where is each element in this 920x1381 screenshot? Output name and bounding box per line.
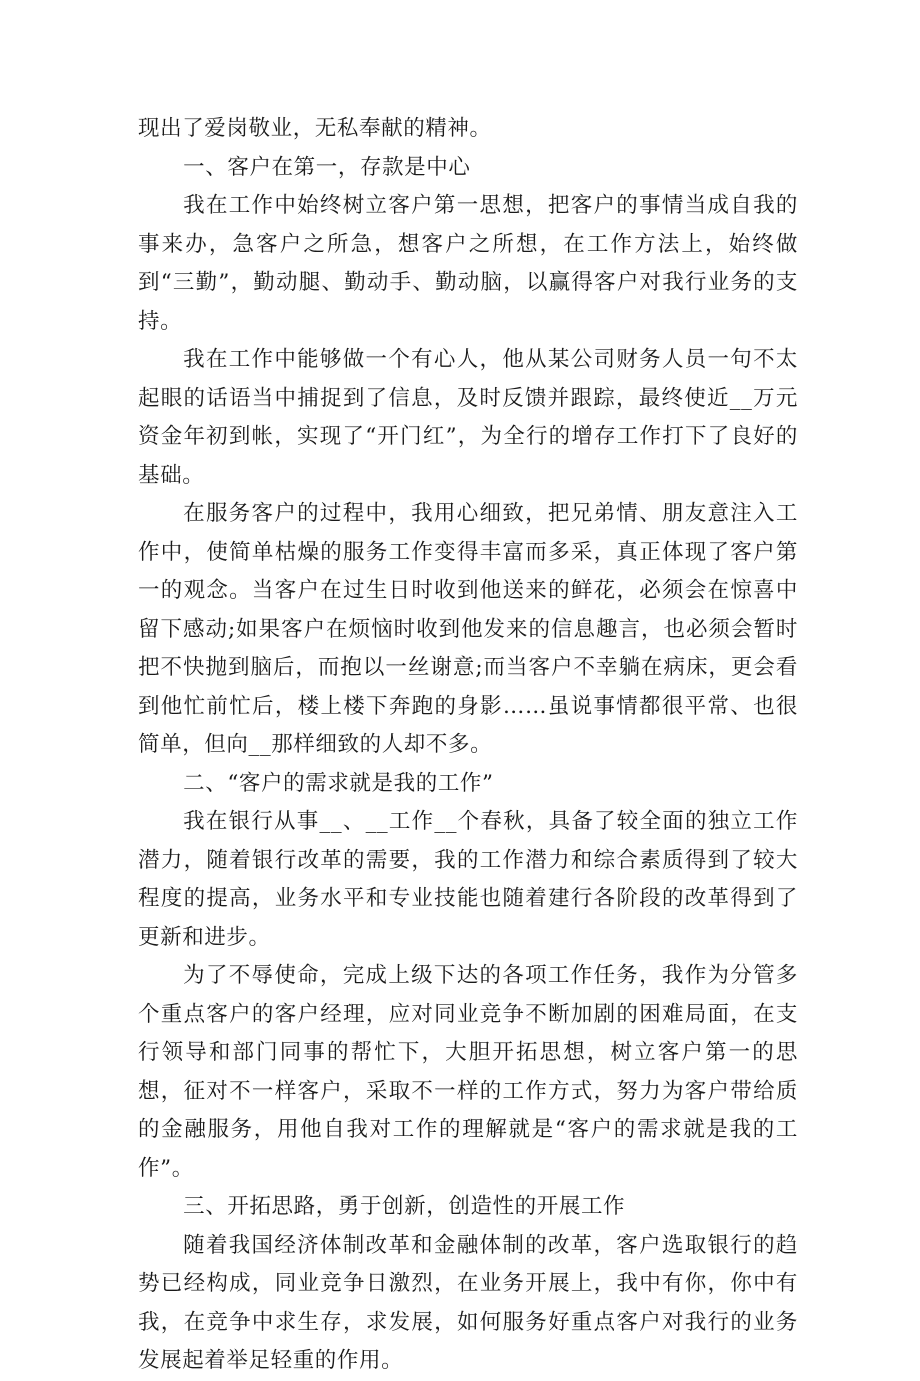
paragraph: 我在工作中始终树立客户第一思想，把客户的事情当成自我的事来办，急客户之所急，想客户之所想，在工作方法上，始终做到“三勤”，勤动腿、勤动手、勤动脑，以赢得客户对我行业务的支持。 xyxy=(138,193,798,334)
section-heading-3: 三、开拓思路，勇于创新，创造性的开展工作 xyxy=(183,1194,626,1219)
paragraph: 在服务客户的过程中，我用心细致，把兄弟情、朋友意注入工作中，使简单枯燥的服务工作变得丰富而多采，真正体现了客户第一的观念。当客户在过生日时收到他送来的鲜花，必须会在惊喜中留下感动;如果客户在烦恼时收到他发来的信息趣言，也必须会暂时把不快抛到脑后，而抱以一丝谢意;而当客户不幸躺在病床，更会看到他忙前忙后，楼上楼下奔跑的身影……虽说事情都很平常、也很简单，但向__那样细致的人却不多。 xyxy=(138,501,798,757)
section-heading-2: 二、“客户的需求就是我的工作” xyxy=(183,770,494,796)
paragraph: 随着我国经济体制改革和金融体制的改革，客户选取银行的趋势已经构成，同业竞争日激烈，在业务开展上，我中有你，你中有我，在竞争中求生存，求发展，如何服务好重点客户对我行的业务发展起着举足轻重的作用。 xyxy=(138,1232,798,1373)
paragraph: 现出了爱岗敬业，无私奉献的精神。 xyxy=(138,116,492,141)
document-body xyxy=(138,110,798,1381)
paragraph: 为了不辱使命，完成上级下达的各项工作任务，我作为分管多个重点客户的客户经理，应对同业竞争不断加剧的困难局面，在支行领导和部门同事的帮忙下，大胆开拓思想，树立客户第一的思想，征对不一样客户，采取不一样的工作方式，努力为客户带给质的金融服务，用他自我对工作的理解就是“客户的需求就是我的工作”。 xyxy=(138,963,798,1181)
section-heading-1: 一、客户在第一，存款是中心 xyxy=(183,154,471,180)
paragraph: 我在银行从事__、__工作__个春秋，具备了较全面的独立工作潜力，随着银行改革的需要，我的工作潜力和综合素质得到了较大程度的提高，业务水平和专业技能也随着建行各阶段的改革得到了更新和进步。 xyxy=(138,809,798,950)
paragraph: 我在工作中能够做一个有心人，他从某公司财务人员一句不太起眼的话语当中捕捉到了信息，及时反馈并跟踪，最终使近__万元资金年初到帐，实现了“开门红”，为全行的增存工作打下了良好的基础。 xyxy=(138,347,798,488)
